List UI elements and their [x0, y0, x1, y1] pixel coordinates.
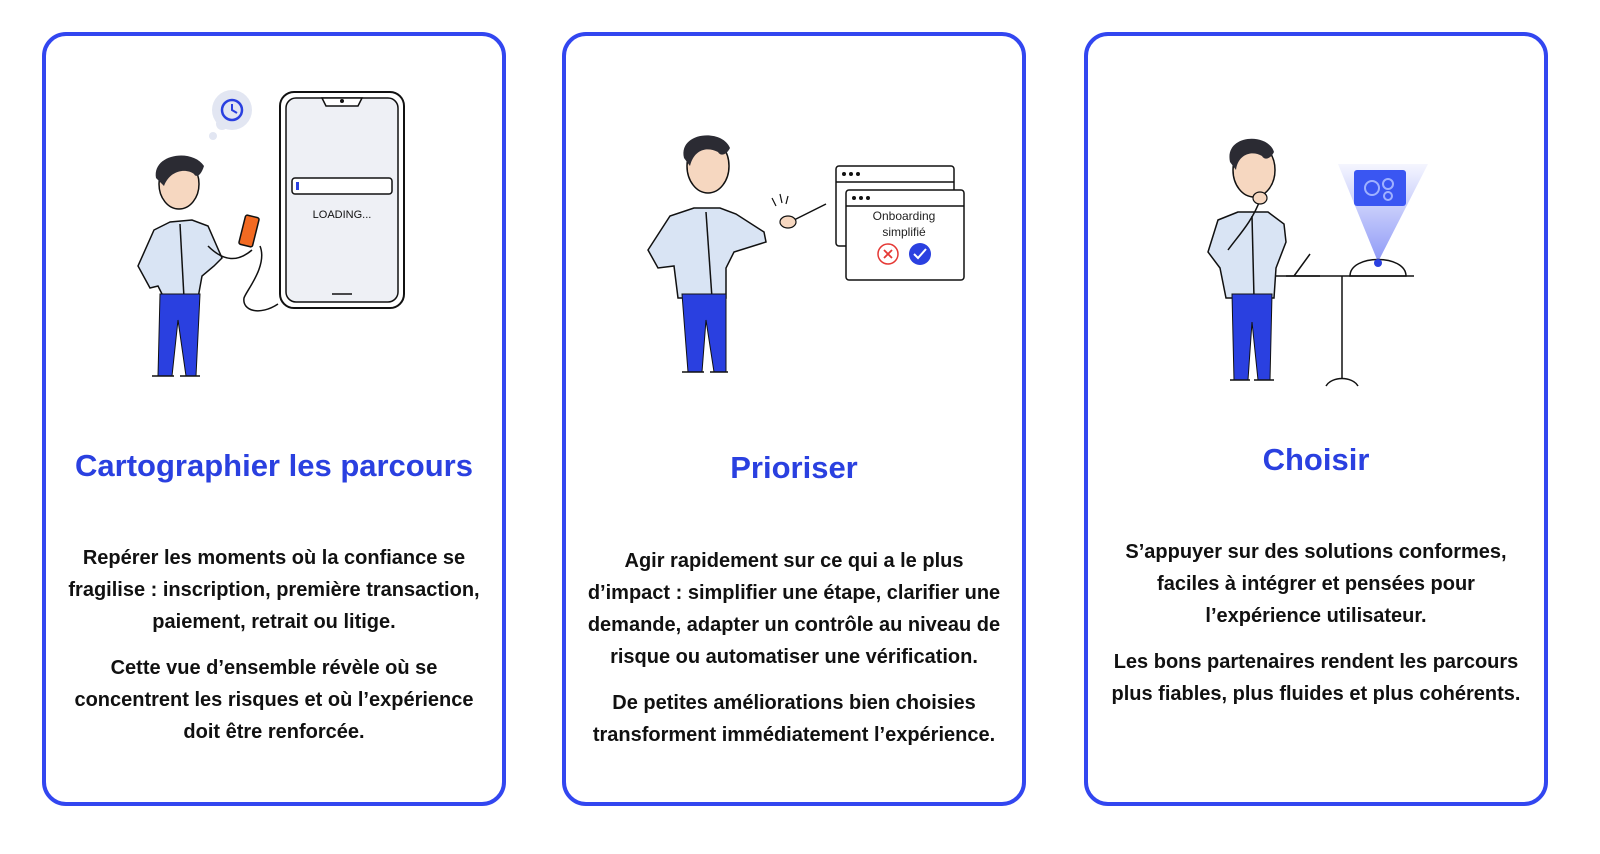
- card-paragraph: Cette vue d’ensemble révèle où se concentrent les risques et où l’expérience doit être renforcée.: [74, 657, 474, 743]
- card-paragraph: Repérer les moments où la confiance se fragilise : inscription, première transaction, paiement, retrait ou litige.: [68, 547, 480, 633]
- close-icon: [878, 244, 898, 264]
- card-paragraph: Agir rapidement sur ce qui a le plus d’impact : simplifier une étape, clarifier une demande, adapter un contrôle au niveau de risque ou automatiser une vérification.: [587, 550, 1001, 668]
- card-title: Prioriser: [730, 450, 858, 485]
- illustration-pointer-onboarding: [566, 36, 1030, 436]
- loading-text: LOADING...: [312, 209, 372, 221]
- card-body: [584, 545, 1004, 765]
- card-title: Cartographier les parcours: [75, 448, 473, 483]
- card-cartographier: [42, 32, 506, 806]
- card-paragraph: De petites améliorations bien choisies transforment immédiatement l’expérience.: [592, 692, 996, 746]
- illustration-projector-solutions: [1088, 36, 1552, 436]
- card-body: [64, 542, 484, 762]
- card-paragraph: Les bons partenaires rendent les parcours plus fiables, plus fluides et plus cohérents.: [1111, 651, 1521, 705]
- card-prioriser: [562, 32, 1026, 806]
- window-text-line1: Onboarding: [872, 209, 936, 223]
- card-paragraph: S’appuyer sur des solutions conformes, faciles à intégrer et pensées pour l’expérience utilisateur.: [1125, 541, 1507, 627]
- card-choisir: [1084, 32, 1548, 806]
- card-body: [1106, 536, 1526, 724]
- card-title: Choisir: [1262, 442, 1370, 477]
- check-icon: [909, 243, 931, 265]
- window-text-line2: simplifié: [882, 225, 926, 239]
- illustration-phone-loading: [46, 36, 510, 436]
